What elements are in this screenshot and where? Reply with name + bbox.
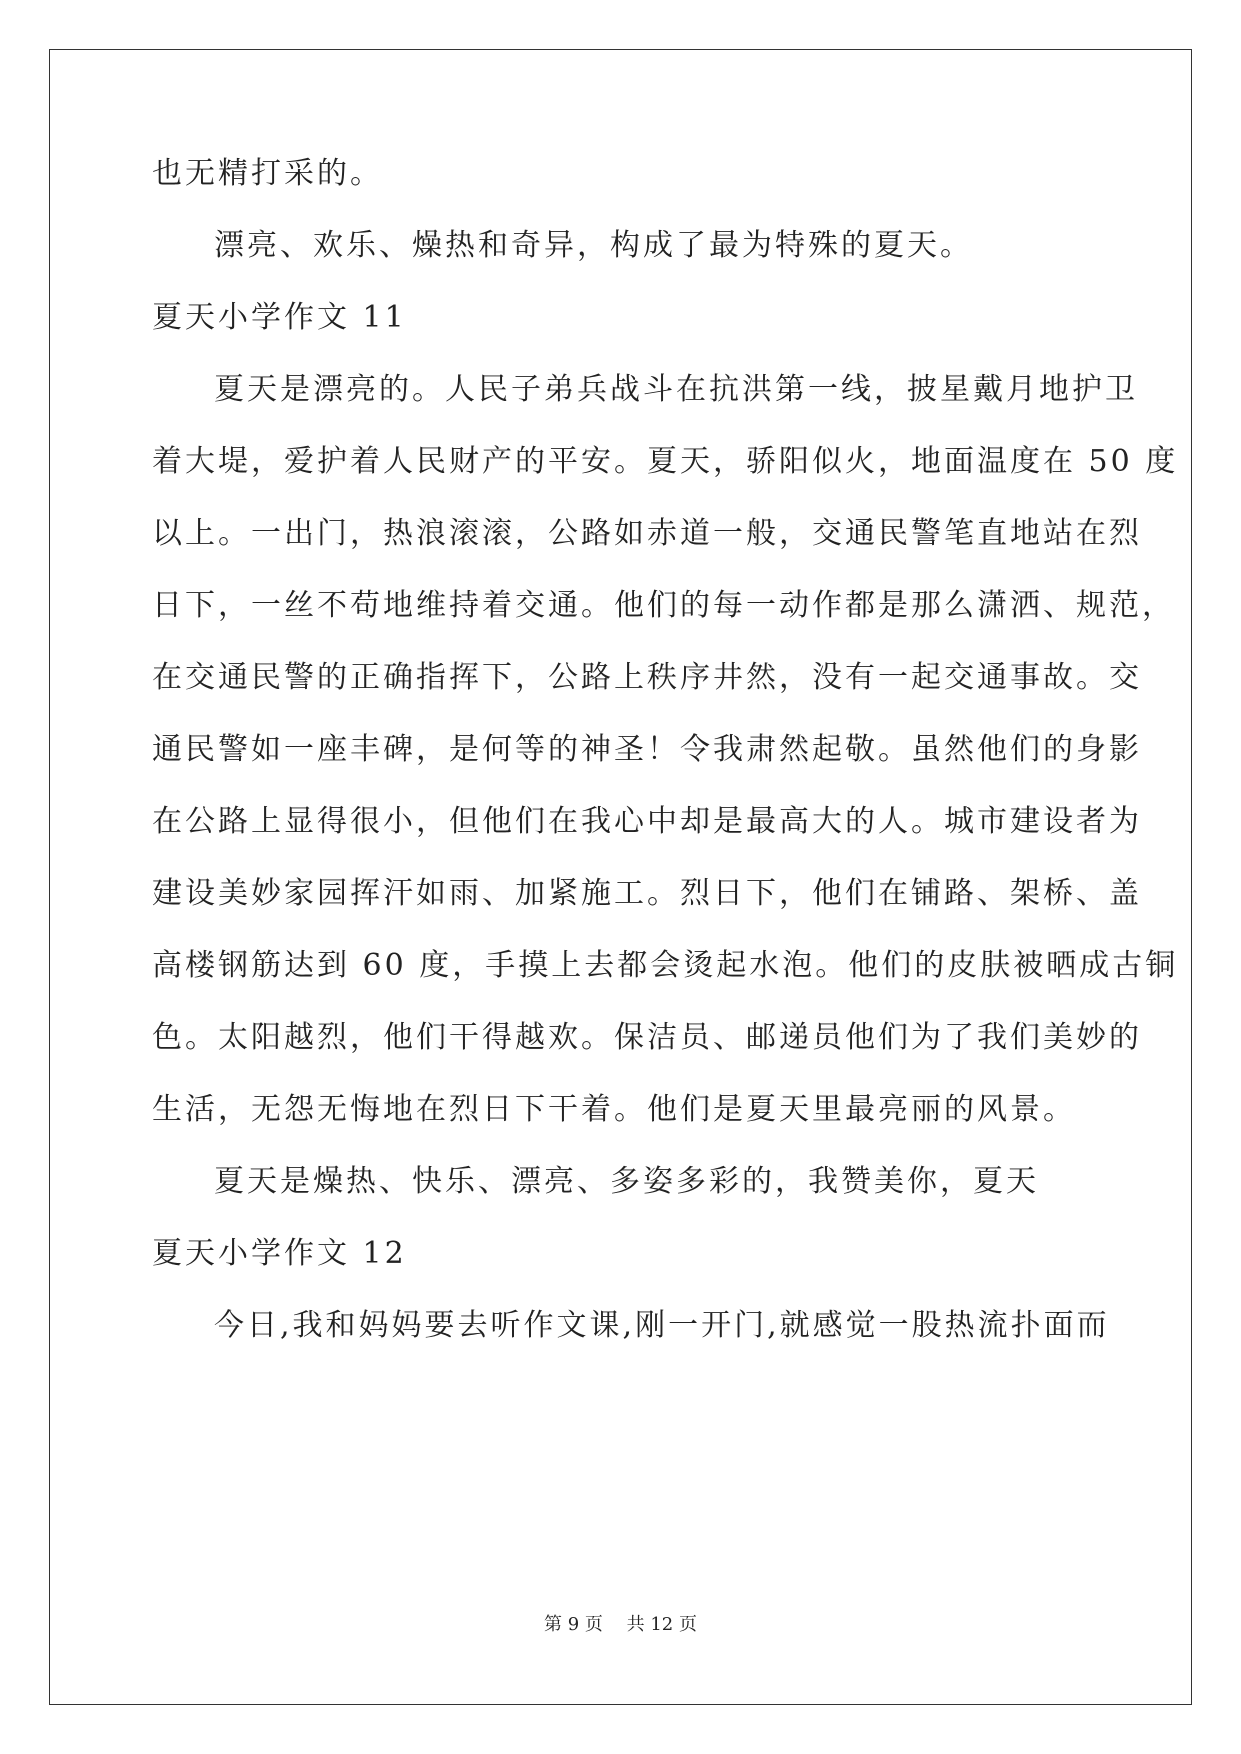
paragraph-line: 今日,我和妈妈要去听作文课,刚一开门,就感觉一股热流扑面而 [214, 1308, 1110, 1343]
text-line: 通民警如一座丰碑，是何等的神圣！令我肃然起敬。虽然他们的身影 [152, 732, 1142, 767]
text-line: 在交通民警的正确指挥下，公路上秩序井然，没有一起交通事故。交 [152, 660, 1142, 695]
page-number: 第 9 页 共 12 页 [544, 1614, 697, 1635]
text-line: 建设美妙家园挥汗如雨、加紧施工。烈日下，他们在铺路、架桥、盖 [152, 876, 1142, 911]
text-line: 高楼钢筋达到 60 度，手摸上去都会烫起水泡。他们的皮肤被晒成古铜 [152, 948, 1179, 983]
paragraph-line: 夏天是漂亮的。人民子弟兵战斗在抗洪第一线，披星戴月地护卫 [214, 372, 1138, 407]
text-line: 以上。一出门，热浪滚滚，公路如赤道一般，交通民警笔直地站在烈 [152, 516, 1142, 551]
text-line: 生活，无怨无悔地在烈日下干着。他们是夏天里最亮丽的风景。 [152, 1092, 1076, 1127]
text-line: 也无精打采的。 [152, 156, 383, 191]
paragraph-line: 夏天是燥热、快乐、漂亮、多姿多彩的，我赞美你，夏天 [214, 1164, 1039, 1199]
page-footer [0, 1614, 1241, 1636]
text-line: 在公路上显得很小，但他们在我心中却是最高大的人。城市建设者为 [152, 804, 1142, 839]
text-line: 色。太阳越烈，他们干得越欢。保洁员、邮递员他们为了我们美妙的 [152, 1020, 1142, 1055]
text-line: 日下，一丝不苟地维持着交通。他们的每一动作都是那么潇洒、规范， [152, 588, 1175, 623]
paragraph-line: 漂亮、欢乐、燥热和奇异，构成了最为特殊的夏天。 [214, 228, 973, 263]
section-heading: 夏天小学作文 12 [152, 1236, 407, 1271]
section-heading: 夏天小学作文 11 [152, 300, 407, 335]
text-line: 着大堤，爱护着人民财产的平安。夏天，骄阳似火，地面温度在 50 度 [152, 444, 1179, 479]
